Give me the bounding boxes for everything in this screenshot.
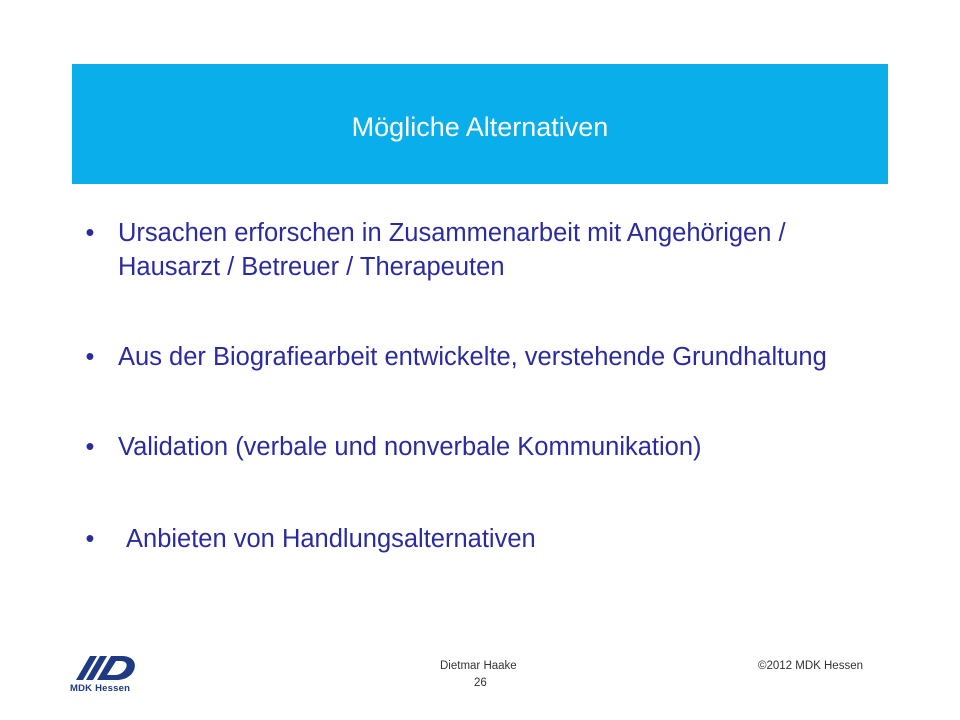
bullet-dot: • <box>85 433 95 461</box>
bullet-item <box>80 430 880 464</box>
page-number: 26 <box>474 677 487 689</box>
bullet-dot: • <box>85 343 95 371</box>
bullet-item <box>80 340 880 374</box>
slide-title: Mögliche Alternativen <box>351 111 609 142</box>
logo-caption: MDK Hessen <box>70 683 131 694</box>
footer-author: Dietmar Haake <box>440 660 517 672</box>
bullet-text: Validation (verbale und nonverbale Kommunikation) <box>118 433 702 461</box>
footer-copyright: ©2012 MDK Hessen <box>758 660 863 672</box>
bullet-text: Aus der Biografiearbeit entwickelte, verstehende Grundhaltung <box>118 343 827 371</box>
bullet-dot: • <box>85 219 95 247</box>
bullet-dot: • <box>85 525 95 553</box>
bullet-item <box>80 522 880 556</box>
bullet-list <box>80 216 880 556</box>
bullet-text: Ursachen erforschen in Zusammenarbeit mit Angehörigen / Hausarzt / Betreuer / Therapeuten <box>118 219 786 281</box>
bullet-item <box>80 216 880 284</box>
bullet-text: Anbieten von Handlungsalternativen <box>126 525 536 553</box>
title-bar <box>72 64 888 184</box>
